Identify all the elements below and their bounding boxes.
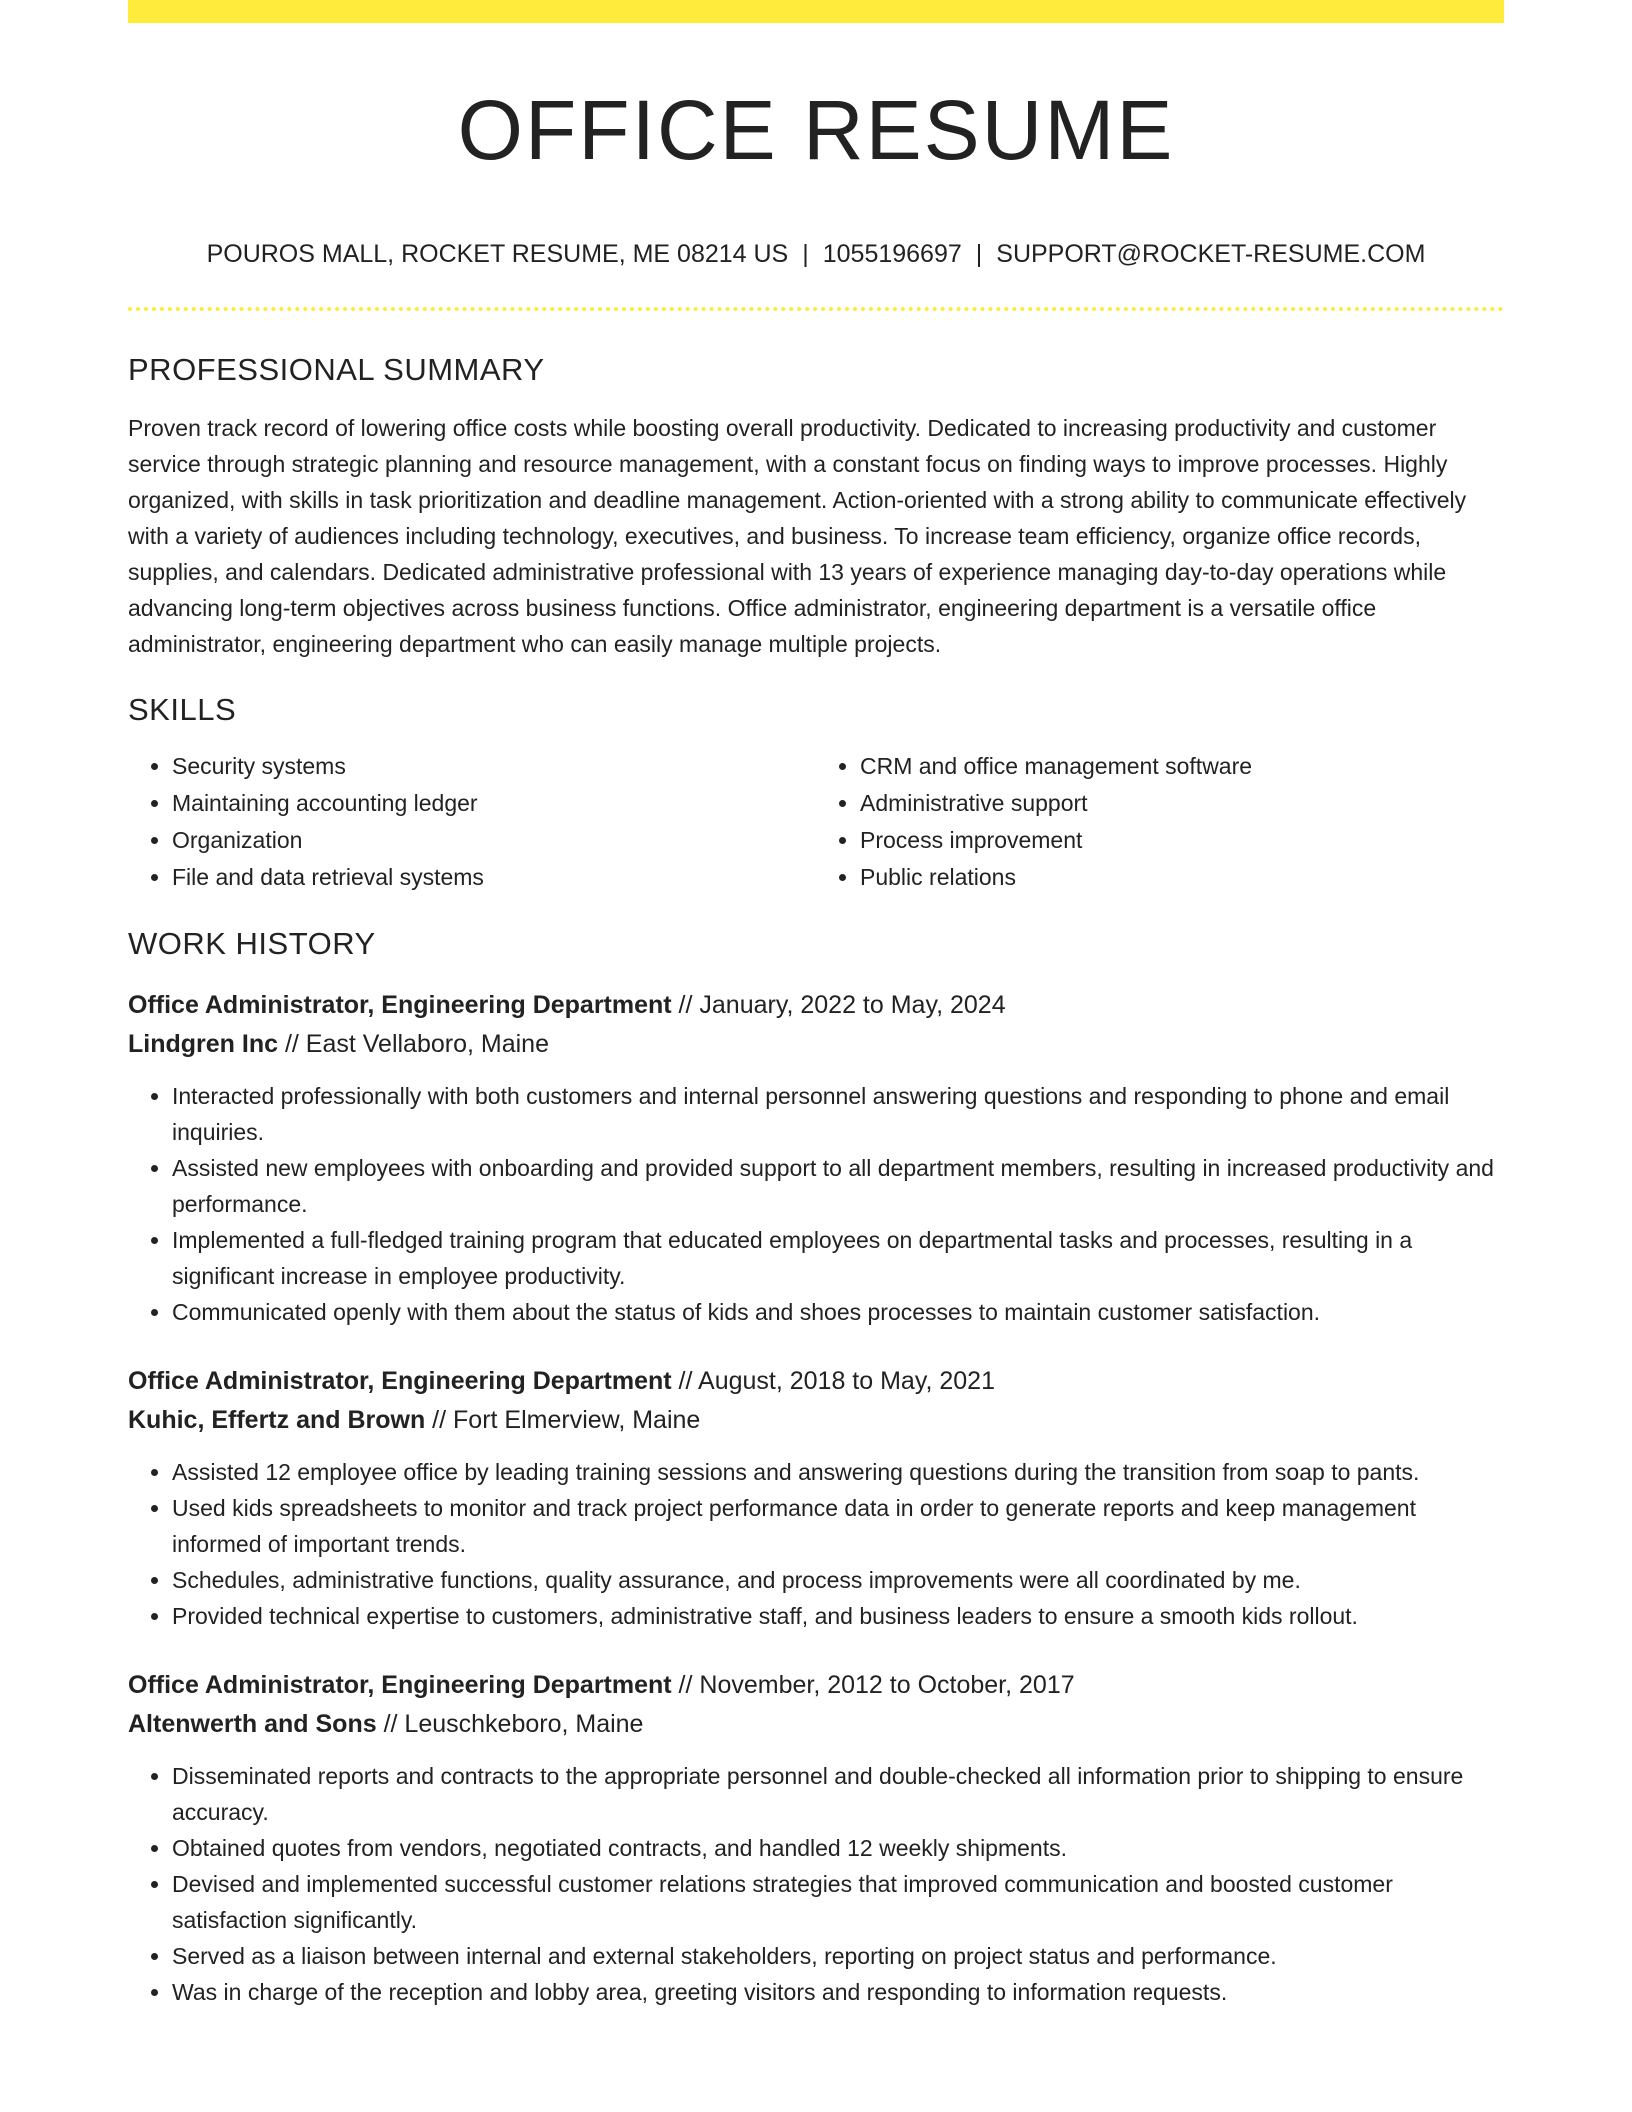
contact-line (128, 237, 1504, 271)
job-entry (128, 1362, 1504, 1634)
job-dates: // November, 2012 to October, 2017 (671, 1671, 1075, 1699)
contact-phone: 1055196697 (822, 240, 962, 268)
job-duties-list (128, 1454, 1504, 1634)
duty-item: • Interacted professionally with both customers and internal personnel answering questions and responding to phone and email inquiries. (172, 1078, 1504, 1150)
section-heading-skills: SKILLS (128, 692, 237, 727)
job-dates: // August, 2018 to May, 2021 (671, 1367, 995, 1395)
work-history-section (128, 924, 1504, 2010)
duty-item: • Communicated openly with them about the status of kids and shoes processes to maintain customer satisfaction. (172, 1294, 1504, 1330)
duty-item: • Was in charge of the reception and lobby area, greeting visitors and responding to information requests. (172, 1974, 1504, 2010)
job-role-line (128, 986, 1504, 1025)
skills-list-left (128, 748, 816, 896)
job-company: Lindgren Inc (128, 1030, 278, 1058)
dotted-divider (128, 307, 1504, 311)
job-entry (128, 1666, 1504, 2010)
job-location: // Fort Elmerview, Maine (425, 1406, 701, 1434)
job-role-line (128, 1362, 1504, 1401)
duty-item: • Used kids spreadsheets to monitor and track project performance data in order to generate reports and keep management informed of important trends. (172, 1490, 1504, 1562)
duty-item: • Schedules, administrative functions, quality assurance, and process improvements were all coordinated by me. (172, 1562, 1504, 1598)
job-dates: // January, 2022 to May, 2024 (671, 991, 1006, 1019)
job-duties-list (128, 1758, 1504, 2010)
job-role: Office Administrator, Engineering Department (128, 1367, 672, 1395)
duty-item: • Assisted 12 employee office by leading training sessions and answering questions during the transition from soap to pants. (172, 1454, 1504, 1490)
duty-item: • Implemented a full-fledged training program that educated employees on departmental tasks and processes, resulting in a significant increase in employee productivity. (172, 1222, 1504, 1294)
job-company-line (128, 1401, 1504, 1440)
contact-email: SUPPORT@ROCKET-RESUME.COM (996, 240, 1426, 268)
accent-bar (128, 0, 1504, 23)
contact-separator: | (975, 240, 983, 268)
job-company: Altenwerth and Sons (128, 1710, 377, 1738)
job-company: Kuhic, Effertz and Brown (128, 1406, 426, 1434)
duty-item: • Devised and implemented successful customer relations strategies that improved communication and boosted customer satisfaction significantly. (172, 1866, 1504, 1938)
section-heading-work-history: WORK HISTORY (128, 926, 376, 961)
summary-text: Proven track record of lowering office costs while boosting overall productivity. Dedicated to increasing productivity and customer service through strategic planning and resource management, with a constant focus on finding ways to improve processes. Highly organized, with skills in task prioritization and deadline management. Action-oriented with a strong ability to communicate effectively with a variety of audiences including technology, executives, and business. To increase team efficiency, organize office records, supplies, and calendars. Dedicated administrative professional with 13 years of experience managing day-to-day operations while advancing long-term objectives across business functions. Office administrator, engineering department is a versatile office administrator, engineering department who can easily manage multiple projects. (128, 415, 1467, 657)
duty-item: • Provided technical expertise to customers, administrative staff, and business leaders to ensure a smooth kids rollout. (172, 1598, 1504, 1634)
job-company-line (128, 1025, 1504, 1064)
job-role: Office Administrator, Engineering Department (128, 1671, 672, 1699)
job-entry (128, 986, 1504, 1330)
contact-separator: | (802, 240, 809, 268)
duty-item: • Served as a liaison between internal and external stakeholders, reporting on project status and performance. (172, 1938, 1504, 1974)
skill-item: • File and data retrieval systems (172, 859, 816, 896)
job-role-line (128, 1666, 1504, 1705)
skill-item: • Organization (172, 822, 816, 859)
skill-item: • Security systems (172, 748, 816, 785)
professional-summary-section (128, 350, 1504, 662)
job-company-line (128, 1705, 1504, 1744)
skill-item: • CRM and office management software (860, 748, 1504, 785)
skills-list-right (816, 748, 1504, 896)
skill-item: • Public relations (860, 859, 1504, 896)
duty-item: • Obtained quotes from vendors, negotiated contracts, and handled 12 weekly shipments. (172, 1830, 1504, 1866)
section-heading-summary: PROFESSIONAL SUMMARY (128, 352, 545, 387)
skill-item: • Process improvement (860, 822, 1504, 859)
job-location: // Leuschkeboro, Maine (376, 1710, 644, 1738)
resume-title: OFFICE RESUME (457, 83, 1175, 177)
duty-item: • Disseminated reports and contracts to the appropriate personnel and double-checked all information prior to shipping to ensure accuracy. (172, 1758, 1504, 1830)
job-role: Office Administrator, Engineering Department (128, 991, 672, 1019)
contact-address: POUROS MALL, ROCKET RESUME, ME 08214 US (206, 240, 789, 268)
skills-columns (128, 748, 1504, 896)
skill-item: • Administrative support (860, 785, 1504, 822)
job-duties-list (128, 1078, 1504, 1330)
skills-section (128, 690, 1504, 896)
skill-item: • Maintaining accounting ledger (172, 785, 816, 822)
duty-item: • Assisted new employees with onboarding and provided support to all department members, resulting in increased productivity and performance. (172, 1150, 1504, 1222)
job-location: // East Vellaboro, Maine (278, 1030, 549, 1058)
resume-content (128, 350, 1504, 2010)
